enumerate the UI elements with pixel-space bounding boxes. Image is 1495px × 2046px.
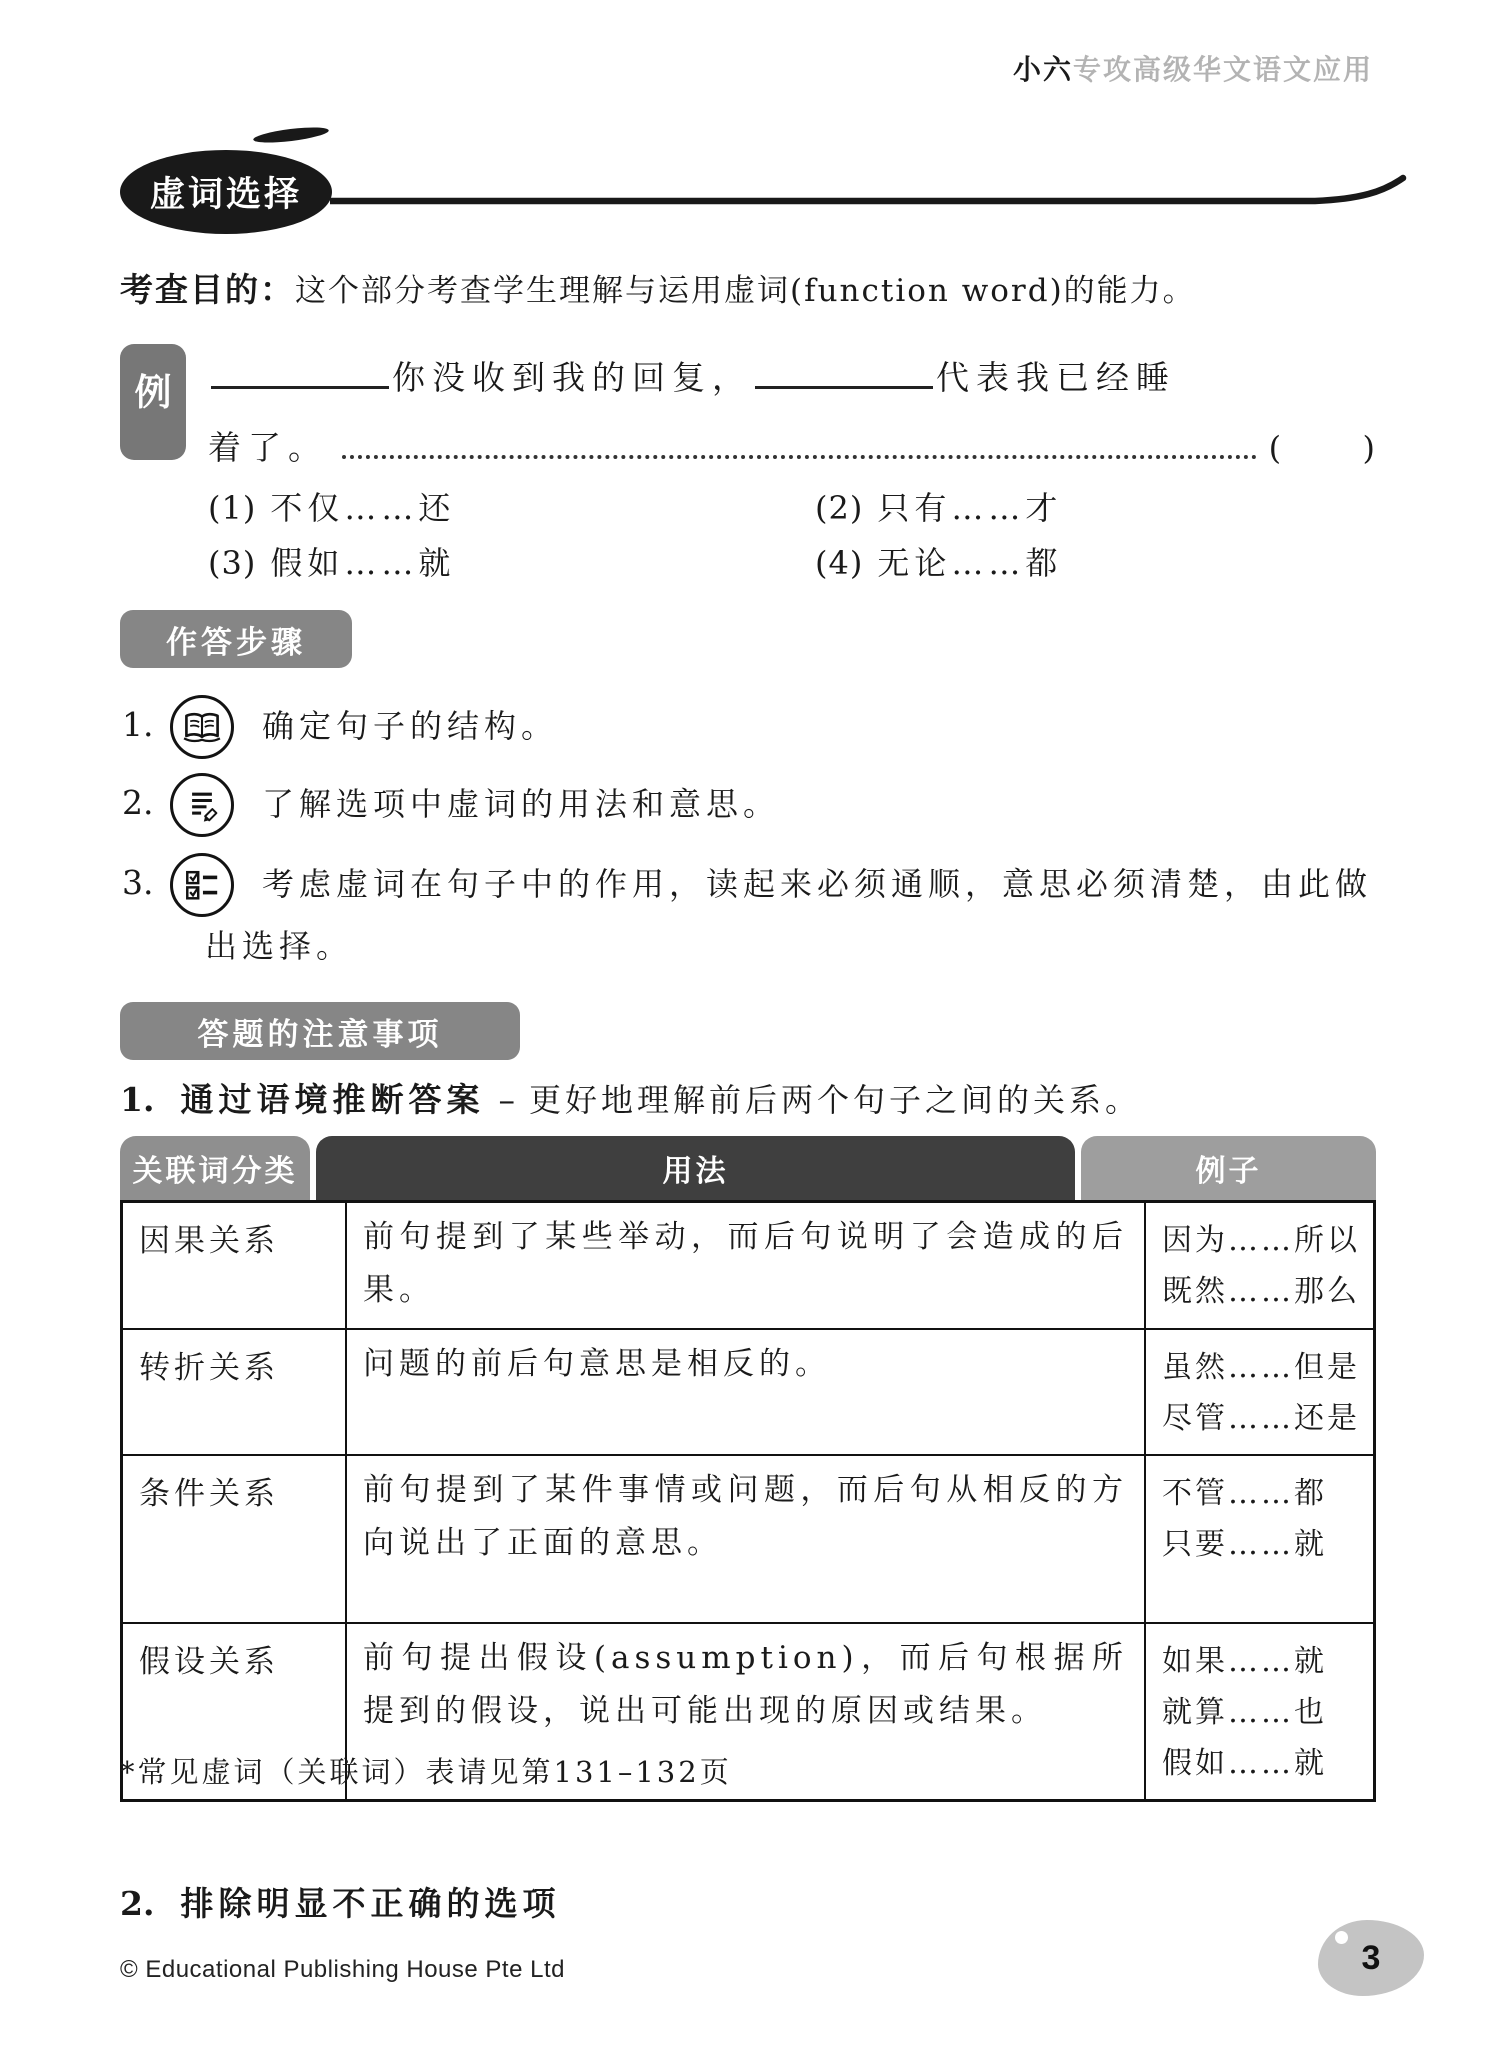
option-4-number: (4) [815,544,864,582]
option-4 [815,538,1062,584]
notes-badge-label: 答题的注意事项 [197,1016,443,1052]
answer-bracket: ( ) [1268,429,1375,467]
row-3-usage: 前句提到了某件事情或问题，而后句从相反的方向说出了正面的意思。 [346,1455,1145,1623]
step-1-text: 确定句子的结构。 [262,707,559,745]
section-title-badge [120,150,332,234]
example-sentence-line1 [208,352,1176,399]
option-2-text: 只有……才 [877,489,1063,527]
step-3-text: 考虑虚词在句子中的作用，读起来必须通顺，意思必须清楚，由此做出选择。 [205,865,1373,965]
table-footnote: *常见虚词（关联词）表请见第131–132页 [120,1755,732,1789]
row-4-example-3: 假如……就 [1162,1745,1327,1781]
row-4-category: 假设关系 [122,1623,347,1801]
checklist-icon [170,853,234,917]
steps-badge [120,610,352,668]
example-sentence-line2 [208,422,1375,469]
title-rule-line [330,168,1410,214]
table-header-examples: 例子 [1081,1136,1376,1200]
note-point-2-heading: 排除明显不正确的选项 [180,1884,561,1923]
row-2-example-2: 尽管……还是 [1162,1400,1360,1436]
running-head [1013,48,1373,88]
row-1-usage: 前句提到了某些举动，而后句说明了会造成的后果。 [346,1202,1145,1329]
row-3-examples [1145,1455,1375,1623]
note-point-1 [120,1074,1382,1121]
pebble-highlight-dot [1335,1931,1348,1944]
row-4-usage: 前句提出假设(assumption)，而后句根据所提到的假设，说出可能出现的原因或结果。 [346,1623,1145,1801]
row-2-examples [1145,1329,1375,1455]
note-point-1-heading: 通过语境推断答案 [180,1080,485,1119]
option-1 [208,483,455,529]
example-part2: 代表我已经睡 [936,358,1176,397]
running-head-subtitle: 专攻高级华文语文应用 [1072,54,1373,85]
option-3-text: 假如……就 [270,544,456,582]
table-header-category: 关联词分类 [120,1136,310,1200]
blank-line-1 [211,352,389,389]
steps-badge-label: 作答步骤 [166,624,306,660]
note-point-2-number: 2. [120,1884,155,1923]
option-2 [815,483,1062,529]
row-3-category: 条件关系 [122,1455,347,1623]
row-3-example-2: 只要……就 [1162,1526,1327,1562]
running-head-level: 小六 [1012,54,1073,85]
option-1-number: (1) [208,489,257,527]
option-3 [208,538,455,584]
table-row [122,1329,1375,1455]
page-number-pebble [1318,1920,1424,1996]
example-badge-label: 例 [134,372,172,413]
row-3-example-1: 不管……都 [1162,1475,1327,1511]
example-part3: 着了。 [208,428,328,467]
step-1-number: 1. [122,705,154,744]
note-point-1-text: 更好地理解前后两个句子之间的关系。 [528,1081,1141,1119]
table-row [122,1202,1375,1329]
row-1-example-2: 既然……那么 [1162,1274,1360,1309]
step-2-text: 了解选项中虚词的用法和意思。 [262,785,781,823]
step-1 [120,695,1382,757]
note-point-1-number: 1. [120,1080,155,1119]
option-1-text: 不仅……还 [270,489,456,527]
step-2-number: 2. [122,783,154,822]
table-header-row [120,1136,1376,1200]
row-1-category: 因果关系 [122,1202,347,1329]
row-1-examples [1145,1202,1375,1329]
note-pencil-icon [170,773,234,837]
row-2-example-1: 虽然……但是 [1162,1349,1360,1385]
dotted-leader [342,427,1257,459]
row-1-example-1: 因为……所以 [1162,1223,1360,1258]
option-3-number: (3) [208,544,257,582]
row-4-examples [1145,1623,1375,1801]
note-point-1-dash: – [498,1080,515,1119]
conjunction-table [120,1136,1376,1802]
notes-badge [120,1002,520,1060]
open-book-icon [170,695,234,759]
step-3 [120,853,1382,977]
row-4-example-2: 就算……也 [1162,1694,1327,1730]
purpose-text: 这个部分考查学生理解与运用虚词(function word)的能力。 [295,273,1196,309]
row-4-example-1: 如果……就 [1162,1643,1327,1679]
title-accent-stroke [253,124,330,145]
step-3-number: 3. [122,863,154,902]
page-number: 3 [1361,1938,1381,1977]
option-4-text: 无论……都 [877,544,1063,582]
purpose-line [120,264,1382,311]
note-point-2 [120,1878,1382,1925]
example-badge [120,344,186,460]
section-title: 虚词选择 [149,175,302,214]
copyright-line: © Educational Publishing House Pte Ltd [120,1956,565,1983]
option-2-number: (2) [815,489,864,527]
table-row [122,1455,1375,1623]
example-part1: 你没收到我的回复， [392,358,752,397]
row-2-category: 转折关系 [122,1329,347,1455]
step-2 [120,773,1382,835]
purpose-label: 考查目的： [120,271,295,308]
blank-line-2 [755,352,933,389]
row-2-usage: 问题的前后句意思是相反的。 [346,1329,1145,1455]
table-header-usage: 用法 [316,1136,1075,1200]
